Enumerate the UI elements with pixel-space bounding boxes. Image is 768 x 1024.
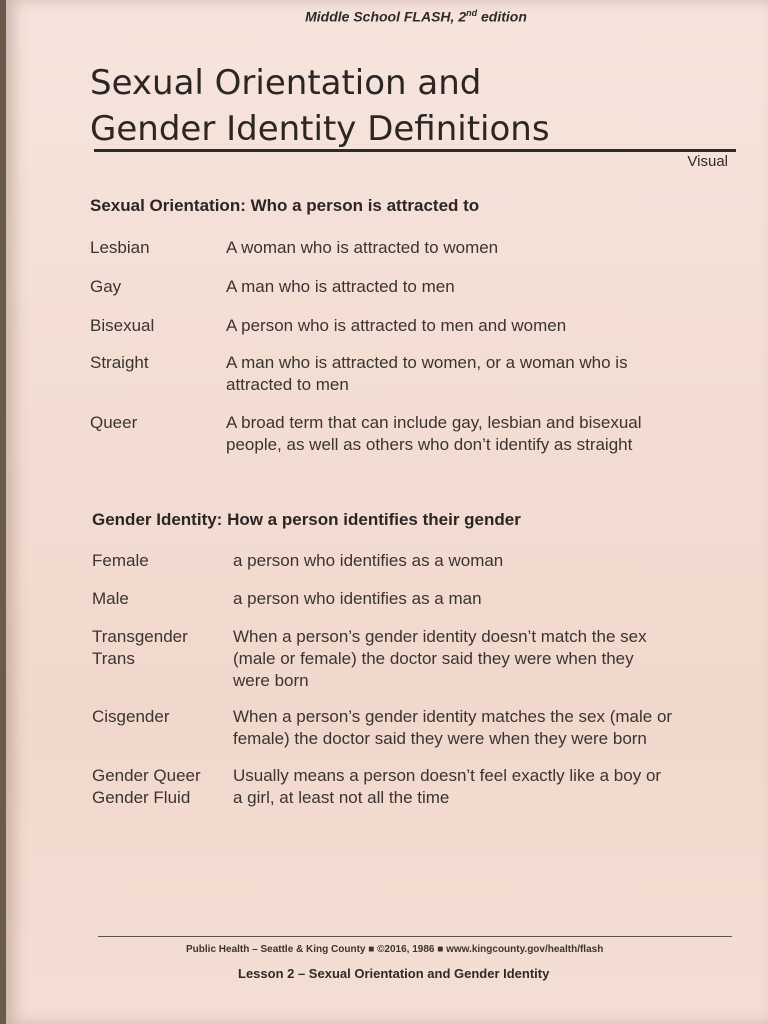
definition-term: Gender Queer Gender Fluid <box>92 766 201 807</box>
definition-text: a person who identifies as a woman <box>233 551 504 570</box>
title-divider <box>94 149 736 152</box>
definition-term: Straight <box>90 353 149 372</box>
definition-text: When a person’s gender identity doesn’t match the sex (male or female) the doctor said they were when they were born <box>233 627 647 690</box>
footer-credit: Public Health – Seattle & King County ■ ©2016, 1986 ■ www.kingcounty.gov/health/flash <box>186 944 604 955</box>
sexual-orientation-heading: Sexual Orientation: Who a person is attracted to <box>90 196 480 215</box>
definition-text: When a person’s gender identity matches the sex (male or female) the doctor said they were when they were born <box>233 707 673 748</box>
definition-text: Usually means a person doesn’t feel exactly like a boy or a girl, at least not all the time <box>233 766 662 807</box>
definition-term: Lesbian <box>90 238 150 257</box>
definition-text: A broad term that can include gay, lesbian and bisexual people, as well as others who don’t identify as straight <box>226 413 642 454</box>
definition-term: Bisexual <box>90 316 155 335</box>
visual-tag: Visual <box>687 153 728 170</box>
title-line-2: Gender Identity Definitions <box>90 109 550 149</box>
definition-term: Female <box>92 551 149 570</box>
handout-page <box>6 0 768 1024</box>
definition-term: Queer <box>90 413 138 432</box>
edition-text: Middle School FLASH, 2 <box>305 8 467 25</box>
edition-header <box>6 8 768 25</box>
page-title <box>90 60 730 152</box>
definition-term: Transgender Trans <box>92 627 188 668</box>
definition-text: A man who is attracted to men <box>226 277 455 296</box>
footer-lesson-title: Lesson 2 – Sexual Orientation and Gender Identity <box>238 966 550 981</box>
definition-term: Cisgender <box>92 707 170 726</box>
definition-text: A person who is attracted to men and women <box>226 316 567 335</box>
definition-text: A woman who is attracted to women <box>226 238 499 257</box>
gender-identity-heading: Gender Identity: How a person identifies their gender <box>92 510 521 529</box>
edition-superscript: nd <box>466 8 478 18</box>
edition-suffix: edition <box>477 8 527 25</box>
footer-divider <box>98 936 732 937</box>
title-line-1: Sexual Orientation and <box>90 63 482 103</box>
definition-term: Male <box>92 589 129 608</box>
definition-text: A man who is attracted to women, or a woman who is attracted to men <box>226 353 628 394</box>
definition-text: a person who identifies as a man <box>233 589 482 608</box>
definition-term: Gay <box>90 277 122 296</box>
